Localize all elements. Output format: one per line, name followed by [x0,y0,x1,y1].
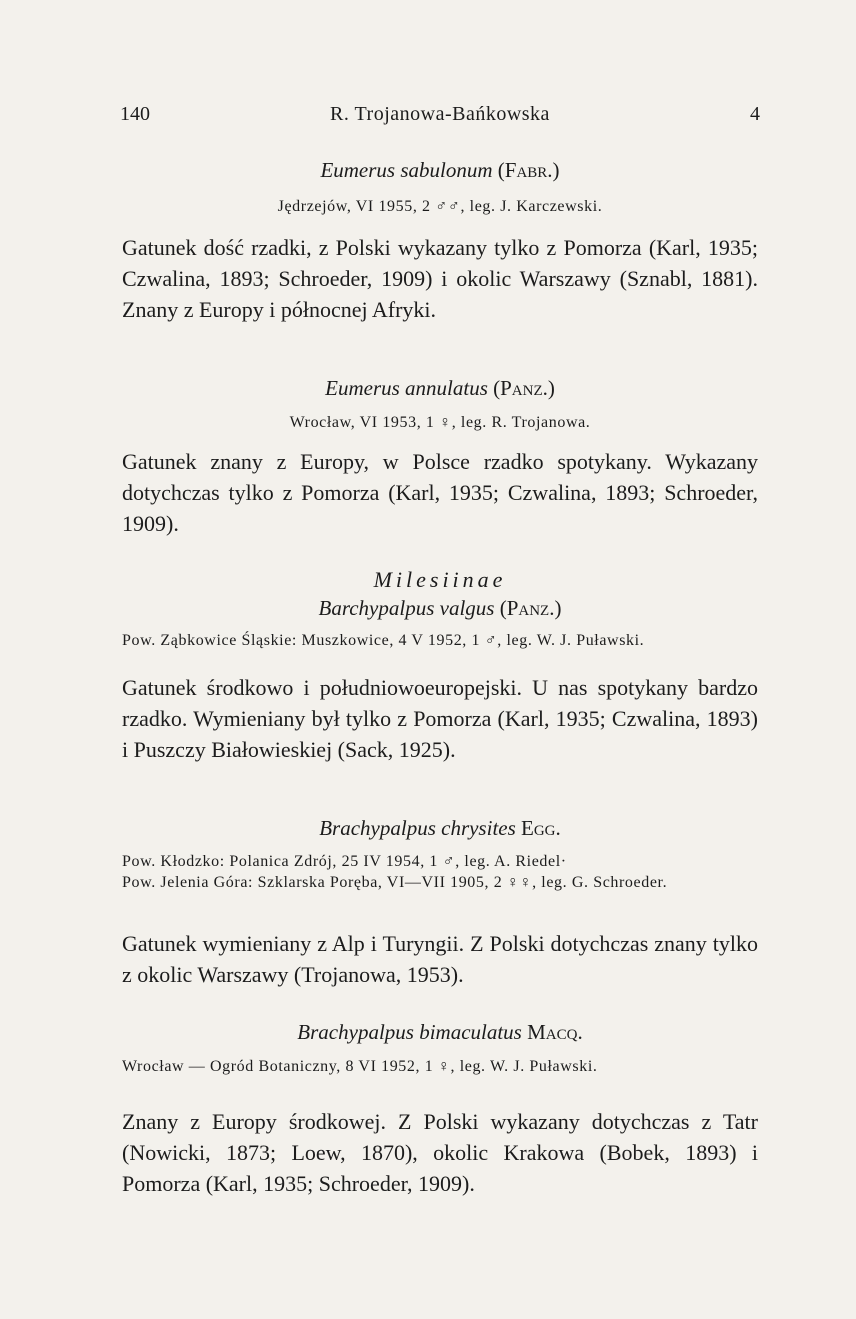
page-number: 140 [120,103,150,125]
running-head: R. Trojanowa-Bańkowska [330,103,550,125]
species-text: Znany z Europy środkowej. Z Polski wykazany dotychczas z Tatr (Nowicki, 1873; Loew, 1870), okolic Krakowa (Bobek, 1893) i Pomorza (Karl, 1935; Schroeder, 1909). [122,1109,758,1196]
specimen-record: Pow. Kłodzko: Polanica Zdrój, 25 IV 1954, 1 ♂, leg. A. Riedel· [122,853,567,870]
specimen-record: Wrocław, VI 1953, 1 ♀, leg. R. Trojanowa. [289,414,591,431]
species-author: Macq. [527,1020,583,1044]
page-header [120,103,760,133]
species-name: Eumerus annulatus [325,376,488,400]
species-author: (Panz.) [499,596,562,620]
species-text: Gatunek dość rzadki, z Polski wykazany tylko z Pomorza (Karl, 1935; Czwalina, 1893; Schroeder, 1909) i okolic Warszawy (Sznabl, 1881). Znany z Europy i północnej Afryki. [122,235,758,322]
subfamily-heading: Milesiinae [373,567,507,592]
species-name: Brachypalpus chrysites [319,816,516,840]
specimen-record: Pow. Jelenia Góra: Szklarska Poręba, VI—VII 1905, 2 ♀♀, leg. G. Schroeder. [122,874,668,891]
species-author: (Panz.) [493,376,555,400]
species-author: Egg. [521,816,561,840]
species-text: Gatunek wymieniany z Alp i Turyngii. Z Polski dotychczas znany tylko z okolic Warszawy (Trojanowa, 1953). [122,931,758,987]
species-name: Eumerus sabulonum [320,158,493,182]
species-heading [122,376,758,401]
species-heading [122,816,758,841]
issue-number: 4 [750,103,760,125]
specimen-record: Pow. Ząbkowice Śląskie: Muszkowice, 4 V 1952, 1 ♂, leg. W. J. Puławski. [122,632,645,649]
species-heading [122,596,758,621]
specimen-record: Jędrzejów, VI 1955, 2 ♂♂, leg. J. Karczewski. [277,198,603,215]
species-heading [122,158,758,183]
species-text: Gatunek środkowo i południowoeuropejski. U nas spotykany bardzo rzadko. Wymieniany był tylko z Pomorza (Karl, 1935; Czwalina, 1893) i Puszczy Białowieskiej (Sack, 1925). [122,675,758,762]
specimen-record: Wrocław — Ogród Botaniczny, 8 VI 1952, 1 ♀, leg. W. J. Puławski. [122,1058,598,1075]
species-text: Gatunek znany z Europy, w Polsce rzadko spotykany. Wykazany dotychczas tylko z Pomorza (Karl, 1935; Czwalina, 1893; Schroeder, 1909). [122,449,758,536]
species-name: Barchypalpus valgus [318,596,495,620]
species-author: (Fabr.) [497,158,560,182]
species-name: Brachypalpus bimaculatus [297,1020,522,1044]
species-heading [122,1020,758,1045]
